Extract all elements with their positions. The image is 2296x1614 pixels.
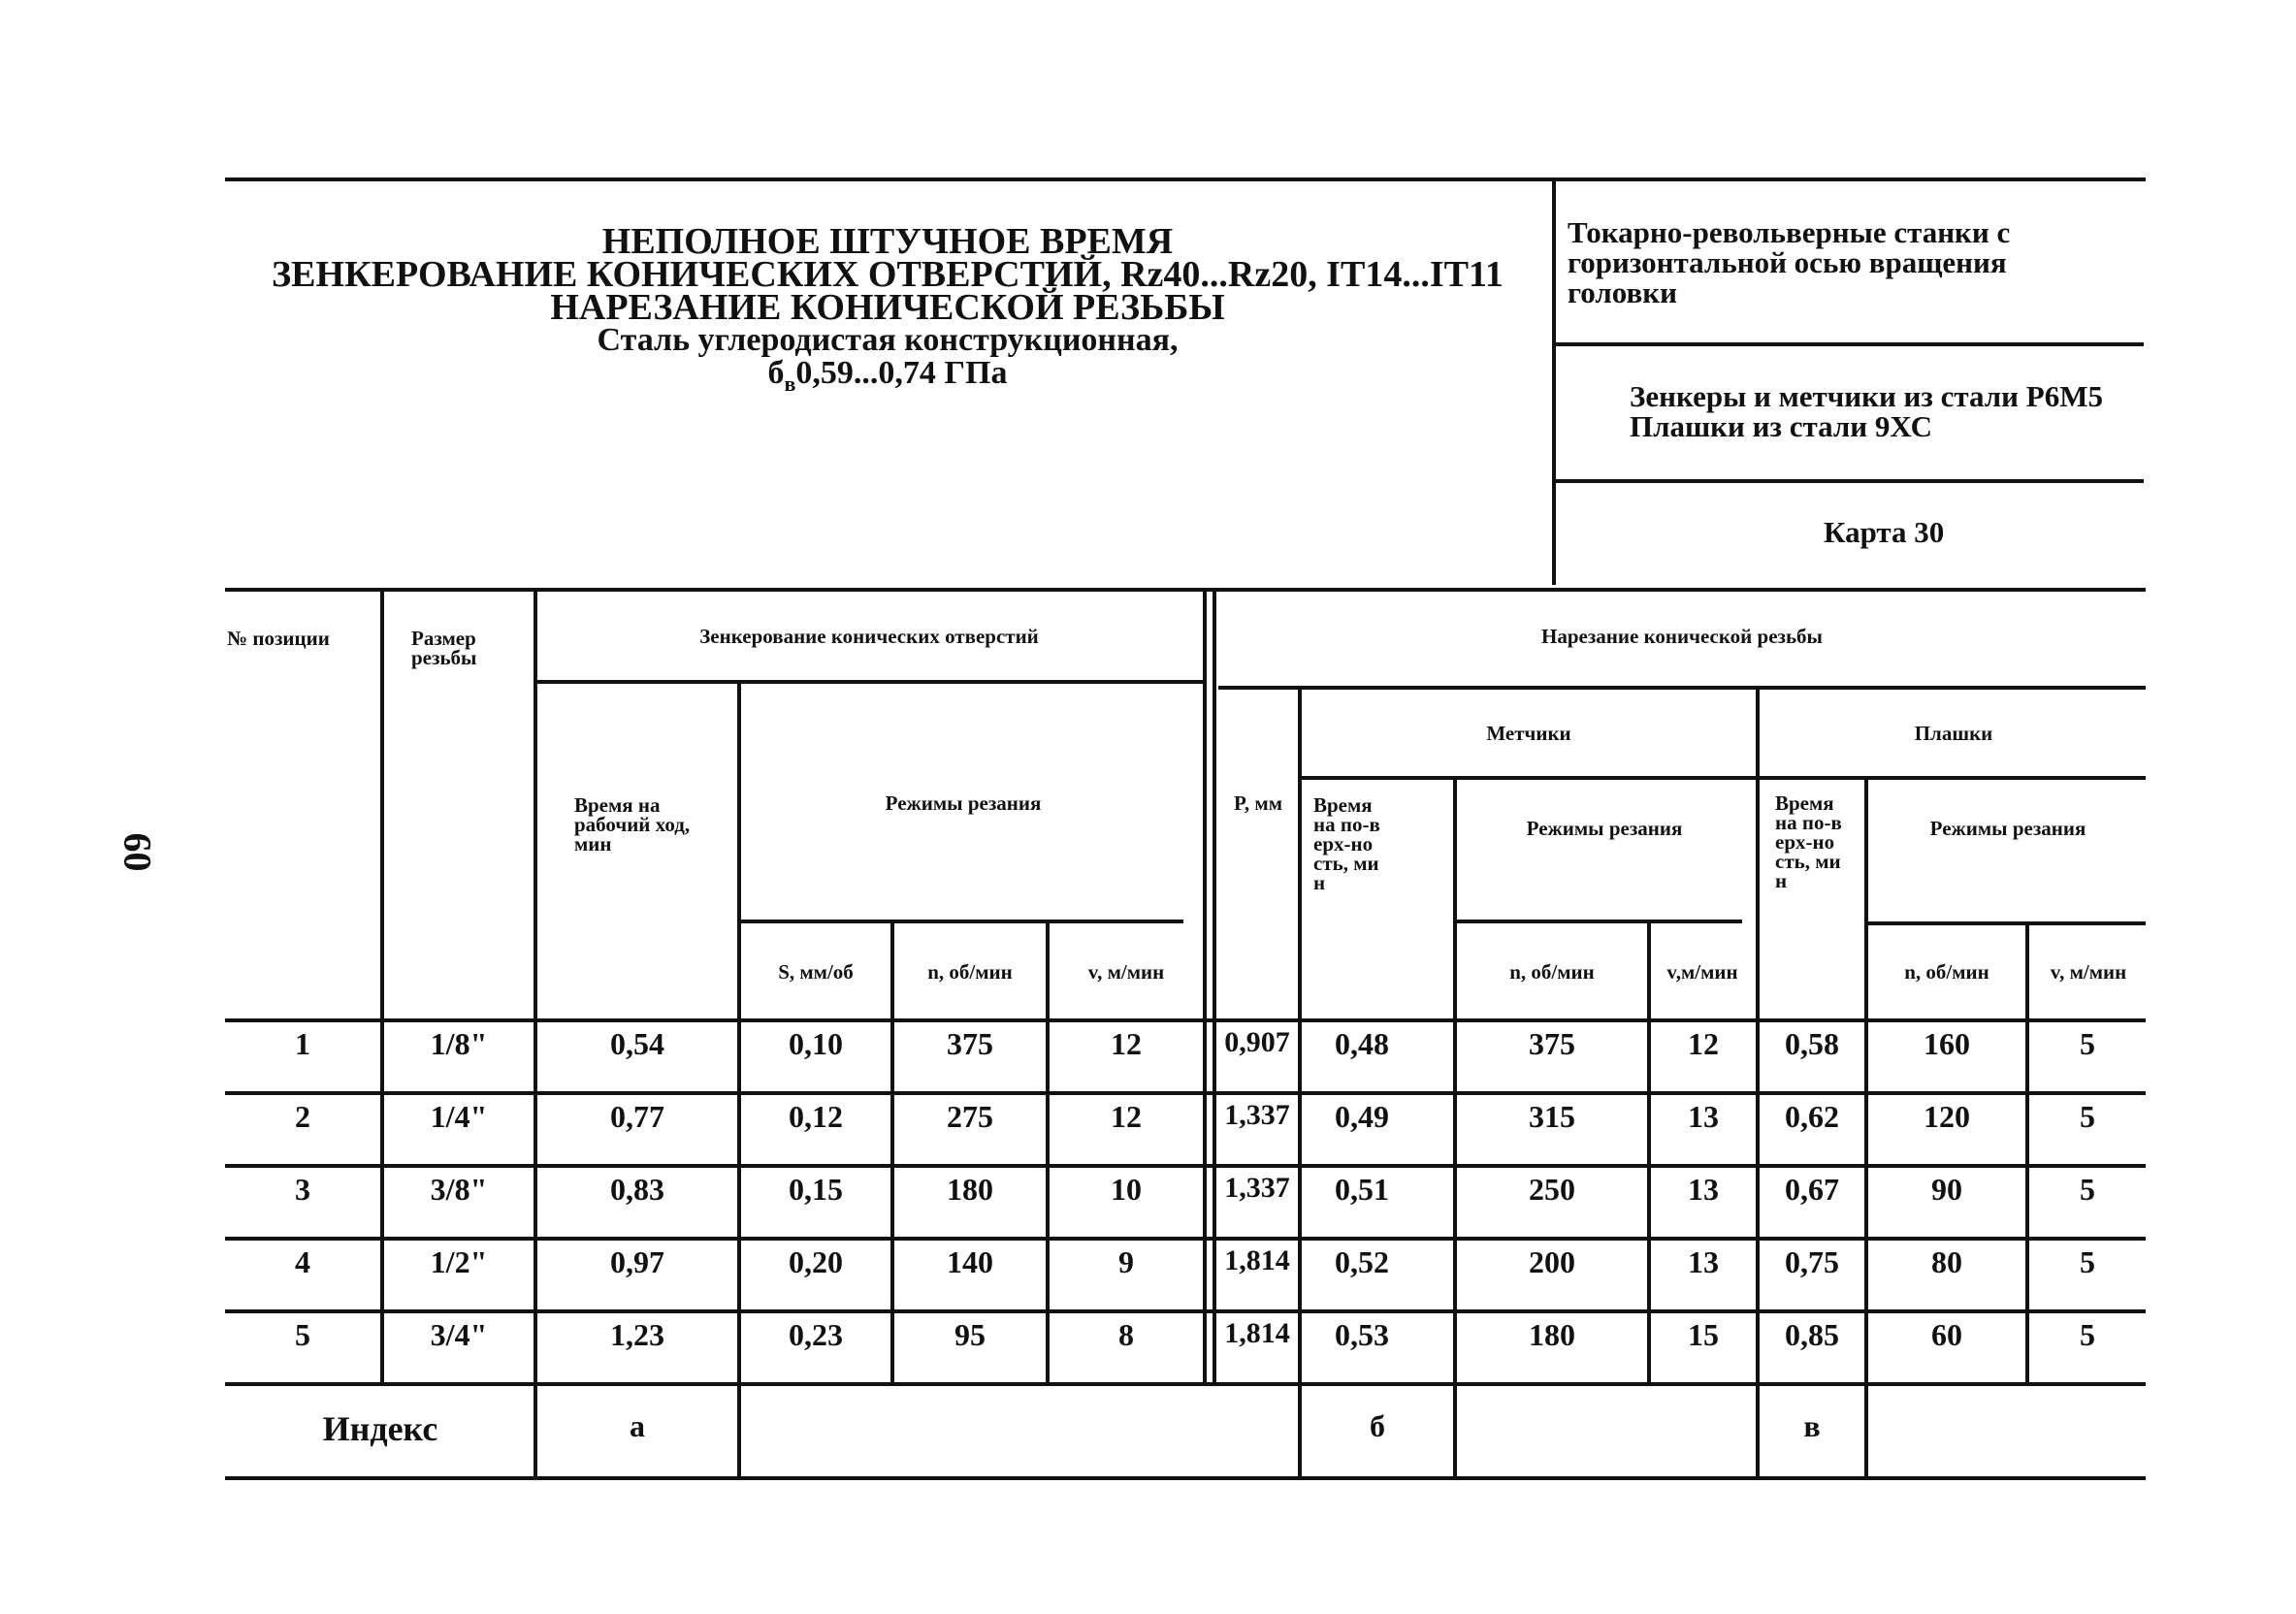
col-line-taps: [1298, 688, 1302, 1478]
col-line-modes: [737, 682, 741, 1478]
cell-dies-n: 80: [1931, 1244, 1962, 1279]
cell-p: 1,337: [1224, 1172, 1290, 1204]
cell-v: 9: [1118, 1244, 1134, 1279]
group-header-rule-left: [537, 680, 1203, 684]
cell-s: 0,23: [789, 1317, 843, 1352]
cell-p: 1,814: [1224, 1244, 1290, 1276]
sigma-subscript: в: [784, 371, 796, 396]
tools-line-1: Зенкеры и метчики из стали Р6М5: [1630, 379, 2103, 413]
header-taps-n: n, об/мин: [1509, 960, 1595, 984]
cell-dies-n: 90: [1931, 1172, 1962, 1207]
header-v: v, м/мин: [1087, 960, 1165, 984]
cell-dies-time: 0,85: [1785, 1317, 1839, 1352]
header-s: S, мм/об: [778, 960, 854, 984]
cell-p: 1,337: [1224, 1099, 1290, 1131]
cell-dies-time: 0,58: [1785, 1026, 1839, 1061]
modes-rule-taps: [1455, 920, 1742, 923]
cell-pos: 1: [295, 1026, 310, 1061]
cell-p: 0,907: [1224, 1026, 1290, 1058]
cell-s: 0,10: [789, 1026, 843, 1061]
page-number: 60: [115, 832, 160, 872]
group-header-rule-right: [1218, 686, 2146, 690]
header-divider: [1552, 178, 1556, 585]
cell-taps-v: 15: [1688, 1317, 1719, 1352]
cell-v: 10: [1111, 1172, 1142, 1207]
cell-size: 3/4": [430, 1317, 488, 1352]
col-line-taps-v: [1647, 921, 1651, 1382]
rows-bottom-rule: [225, 1382, 2146, 1386]
tools-line-2: Плашки из стали 9ХС: [1630, 409, 1932, 443]
header-n: n, об/мин: [927, 960, 1013, 984]
sigma-symbol: б: [767, 355, 785, 391]
cell-dies-v: 5: [2080, 1244, 2095, 1279]
row-rule-4: [225, 1309, 2146, 1313]
header-bottom-rule: [225, 1018, 2146, 1022]
cell-taps-v: 13: [1688, 1244, 1719, 1279]
index-a: а: [630, 1408, 645, 1443]
cell-taps-n: 180: [1529, 1317, 1575, 1352]
cell-s: 0,15: [789, 1172, 843, 1207]
cell-taps-time: 0,48: [1335, 1026, 1389, 1061]
cell-time: 1,23: [610, 1317, 664, 1352]
modes-rule-left: [739, 920, 1183, 923]
tools-info: [1630, 381, 2144, 441]
header-taps-surface-time: Время на по-верх-ность, мин: [1313, 793, 1380, 894]
cell-v: 12: [1111, 1099, 1142, 1134]
cell-size: 1/8": [430, 1026, 488, 1061]
cell-dies-n: 120: [1924, 1099, 1970, 1134]
cell-size: 1/4": [430, 1099, 488, 1134]
title-line-1: НЕПОЛНОЕ ШТУЧНОЕ ВРЕМЯ: [601, 221, 1174, 262]
cell-taps-time: 0,51: [1335, 1172, 1389, 1207]
row-rule-2: [225, 1164, 2146, 1168]
side-rule-2: [1552, 479, 2144, 483]
header-countersinking: Зенкерование конических отверстий: [699, 625, 1039, 648]
header-position: № позиции: [227, 627, 330, 650]
cell-size: 3/8": [430, 1172, 488, 1207]
cell-dies-time: 0,67: [1785, 1172, 1839, 1207]
cell-taps-n: 250: [1529, 1172, 1575, 1207]
header-taps: Метчики: [1486, 722, 1571, 745]
cell-dies-time: 0,62: [1785, 1099, 1839, 1134]
row-rule-1: [225, 1091, 2146, 1095]
cell-taps-time: 0,52: [1335, 1244, 1389, 1279]
table-top-rule: [225, 588, 2146, 592]
title-line-4: Сталь углеродистая конструкционная,: [597, 322, 1179, 358]
cell-taps-time: 0,53: [1335, 1317, 1389, 1352]
cell-dies-v: 5: [2080, 1026, 2095, 1061]
cell-taps-n: 200: [1529, 1244, 1575, 1279]
cell-taps-v: 12: [1688, 1026, 1719, 1061]
header-thread-size: Размер резьбы: [411, 627, 477, 669]
top-rule: [225, 178, 2146, 181]
strength-range: 0,59...0,74 ГПа: [795, 355, 1008, 391]
cell-taps-n: 315: [1529, 1099, 1575, 1134]
modes-rule-dies: [1868, 921, 2146, 925]
cell-dies-v: 5: [2080, 1099, 2095, 1134]
card-number: Карта 30: [1824, 515, 1945, 549]
table-bottom-rule: [225, 1476, 2146, 1480]
index-c: в: [1803, 1408, 1821, 1443]
header-threading: Нарезание конической резьбы: [1541, 625, 1823, 648]
cell-dies-time: 0,75: [1785, 1244, 1839, 1279]
col-line-dies-v: [2025, 923, 2029, 1382]
double-line-a: [1203, 590, 1207, 1382]
title-line-3: НАРЕЗАНИЕ КОНИЧЕСКОЙ РЕЗЬБЫ: [550, 287, 1225, 328]
cell-time: 0,54: [610, 1026, 664, 1061]
cell-dies-v: 5: [2080, 1172, 2095, 1207]
cell-taps-n: 375: [1529, 1026, 1575, 1061]
header-dies-surface-time: Время на по-верх-ность, мин: [1775, 791, 1842, 892]
title-line-5: [233, 357, 1542, 401]
header-dies-n: n, об/мин: [1904, 960, 1989, 984]
cell-time: 0,97: [610, 1244, 664, 1279]
cell-size: 1/2": [430, 1244, 488, 1279]
machine-type: Токарно-револьверные станки с горизонтальной осью вращения головки: [1568, 215, 2011, 309]
cell-pos: 4: [295, 1244, 310, 1279]
cell-n: 375: [947, 1026, 993, 1061]
header-work-time: Время на рабочий ход, мин: [574, 793, 691, 855]
header-dies: Плашки: [1914, 722, 1993, 745]
cell-time: 0,83: [610, 1172, 664, 1207]
index-label: Индекс: [322, 1409, 438, 1448]
cell-n: 275: [947, 1099, 993, 1134]
header-dies-cutting-modes: Режимы резания: [1929, 817, 2086, 840]
header-taps-cutting-modes: Режимы резания: [1526, 817, 1683, 840]
cell-time: 0,77: [610, 1099, 664, 1134]
taps-dies-rule: [1300, 776, 2146, 780]
title-line-2: ЗЕНКЕРОВАНИЕ КОНИЧЕСКИХ ОТВЕРСТИЙ, Rz40...Rz20, IT14...IT11: [272, 254, 1504, 295]
cell-taps-time: 0,49: [1335, 1099, 1389, 1134]
col-line-v: [1046, 921, 1050, 1382]
cell-n: 180: [947, 1172, 993, 1207]
cell-dies-v: 5: [2080, 1317, 2095, 1352]
cell-v: 8: [1118, 1317, 1134, 1352]
header-taps-v: v,м/мин: [1666, 960, 1738, 984]
cell-dies-n: 60: [1931, 1317, 1962, 1352]
cell-n: 95: [954, 1317, 986, 1352]
cell-dies-n: 160: [1924, 1026, 1970, 1061]
cell-pos: 5: [295, 1317, 310, 1352]
header-cutting-modes: Режимы резания: [885, 791, 1042, 815]
header-dies-v: v, м/мин: [2050, 960, 2127, 984]
cell-s: 0,12: [789, 1099, 843, 1134]
document-title: [233, 221, 1542, 401]
cell-taps-v: 13: [1688, 1099, 1719, 1134]
row-rule-3: [225, 1237, 2146, 1241]
header-p: P, мм: [1233, 791, 1282, 815]
col-line-n: [890, 921, 894, 1382]
cell-v: 12: [1111, 1026, 1142, 1061]
cell-pos: 2: [295, 1099, 310, 1134]
cell-p: 1,814: [1224, 1317, 1290, 1349]
index-b: б: [1370, 1408, 1385, 1443]
cell-taps-v: 13: [1688, 1172, 1719, 1207]
cell-n: 140: [947, 1244, 993, 1279]
cell-pos: 3: [295, 1172, 310, 1207]
side-rule-1: [1552, 342, 2144, 346]
cell-s: 0,20: [789, 1244, 843, 1279]
col-line-dies: [1756, 688, 1760, 1478]
